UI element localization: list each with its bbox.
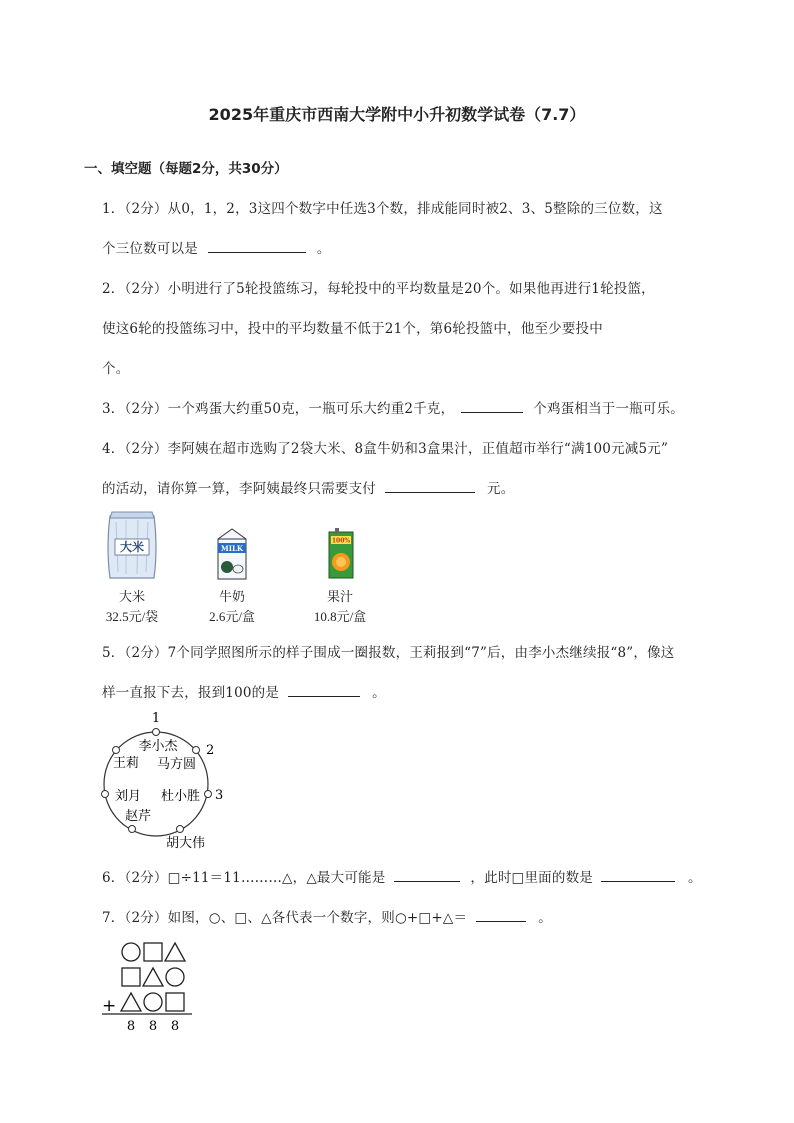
q4-answer-blank[interactable]	[385, 478, 475, 493]
q3-line	[102, 397, 684, 417]
q6-line	[102, 866, 702, 886]
q5-answer-blank[interactable]	[288, 682, 360, 697]
circle-name-zhaoqin: 赵芹	[125, 809, 152, 824]
q6-answer-blank-1[interactable]	[394, 867, 460, 882]
q3-end: 个鸡蛋相当于一瓶可乐。	[533, 401, 684, 417]
square-icon	[144, 943, 162, 961]
q6-text-a: 6．（2分）□÷11＝11………△，△最大可能是	[102, 870, 386, 886]
circle-icon	[166, 968, 184, 986]
q7-text: 7．（2分）如图，○、□、△各代表一个数字，则○+□+△＝	[102, 910, 468, 926]
result-digit-3: 8	[170, 1019, 180, 1034]
q4-text: 的活动，请你算一算，李阿姨最终只需要支付	[102, 481, 376, 497]
product-juice-name: 果汁	[326, 589, 353, 604]
q3-text: 3．（2分）一个鸡蛋大约重50克，一瓶可乐大约重2千克，	[102, 401, 455, 417]
shape-addition-puzzle	[96, 938, 200, 1034]
q4-line1: 4．（2分）李阿姨在超市选购了2袋大米、8盒牛奶和3盒果汁，正值超市举行“满100元减5元”	[102, 441, 669, 457]
section-heading: 一、填空题（每题2分，共30分）	[84, 161, 288, 177]
q1-end: 。	[316, 241, 331, 257]
q1-text: 个三位数可以是	[102, 241, 198, 257]
plus-sign: +	[102, 996, 117, 1016]
product-rice-price: 32.5元/袋	[105, 609, 159, 624]
q1-line2	[102, 237, 331, 257]
circle-icon	[144, 993, 162, 1011]
circle-number-2: 2	[206, 743, 215, 758]
q2-line2: 使这6轮的投篮练习中，投中的平均数量不低于21个，第6轮投篮中，他至少要投中	[102, 321, 603, 337]
q6-text-b: ，此时□里面的数是	[470, 870, 593, 886]
q2-line3: 个。	[102, 361, 130, 377]
product-milk-price: 2.6元/盒	[209, 609, 255, 624]
result-digit-2: 8	[148, 1019, 158, 1034]
q6-end: 。	[687, 870, 702, 886]
milk-box-image	[214, 525, 250, 581]
q5-end: 。	[372, 685, 386, 701]
q6-answer-blank-2[interactable]	[601, 867, 675, 882]
circle-name-wangli: 王莉	[113, 756, 140, 771]
triangle-icon	[143, 968, 163, 986]
circle-icon	[122, 943, 140, 961]
q4-end: 元。	[487, 481, 515, 497]
q5-line2	[102, 681, 386, 701]
circle-name-hudawei: 胡大伟	[166, 836, 206, 851]
q1-answer-blank[interactable]	[208, 238, 306, 253]
page-title: 2025年重庆市西南大学附中小升初数学试卷（7.7）	[208, 105, 586, 124]
product-rice-name: 大米	[118, 589, 145, 604]
q3-answer-blank[interactable]	[461, 398, 523, 413]
juice-box-image	[326, 526, 356, 580]
counting-circle-diagram	[96, 706, 236, 856]
q5-text: 样一直报下去，报到100的是	[102, 685, 280, 701]
triangle-icon	[165, 943, 185, 961]
rice-bag-label: 大米	[119, 540, 145, 554]
product-juice-price: 10.8元/盒	[313, 609, 367, 624]
juice-box-label: 100%	[331, 537, 351, 545]
circle-number-1: 1	[151, 711, 161, 726]
q7-line	[102, 906, 552, 926]
q7-end: 。	[538, 910, 552, 926]
triangle-icon	[121, 993, 141, 1011]
q7-answer-blank[interactable]	[476, 907, 526, 922]
circle-name-lixiaojie: 李小杰	[138, 739, 178, 754]
milk-box-label: MILK	[220, 544, 244, 553]
circle-number-3: 3	[215, 788, 224, 803]
q1-line1: 1．（2分）从0，1，2，3这四个数字中任选3个数，排成能同时被2、3、5整除的三位数，这	[102, 201, 663, 217]
circle-name-mafangyuan: 马方圆	[157, 757, 197, 772]
circle-name-duxiaosheng: 杜小胜	[161, 789, 201, 804]
square-icon	[166, 993, 184, 1011]
rice-bag-image	[104, 508, 160, 582]
product-milk-name: 牛奶	[218, 589, 245, 604]
circle-name-liuyue: 刘月	[115, 789, 142, 804]
q2-line1: 2．（2分）小明进行了5轮投篮练习，每轮投中的平均数量是20个。如果他再进行1轮投篮，	[102, 281, 655, 297]
q5-line1: 5．（2分）7个同学照图所示的样子围成一圈报数，王莉报到“7”后，由李小杰继续报“8”，像这	[102, 645, 675, 661]
q4-line2	[102, 477, 514, 497]
square-icon	[122, 968, 140, 986]
result-digit-1: 8	[126, 1019, 136, 1034]
